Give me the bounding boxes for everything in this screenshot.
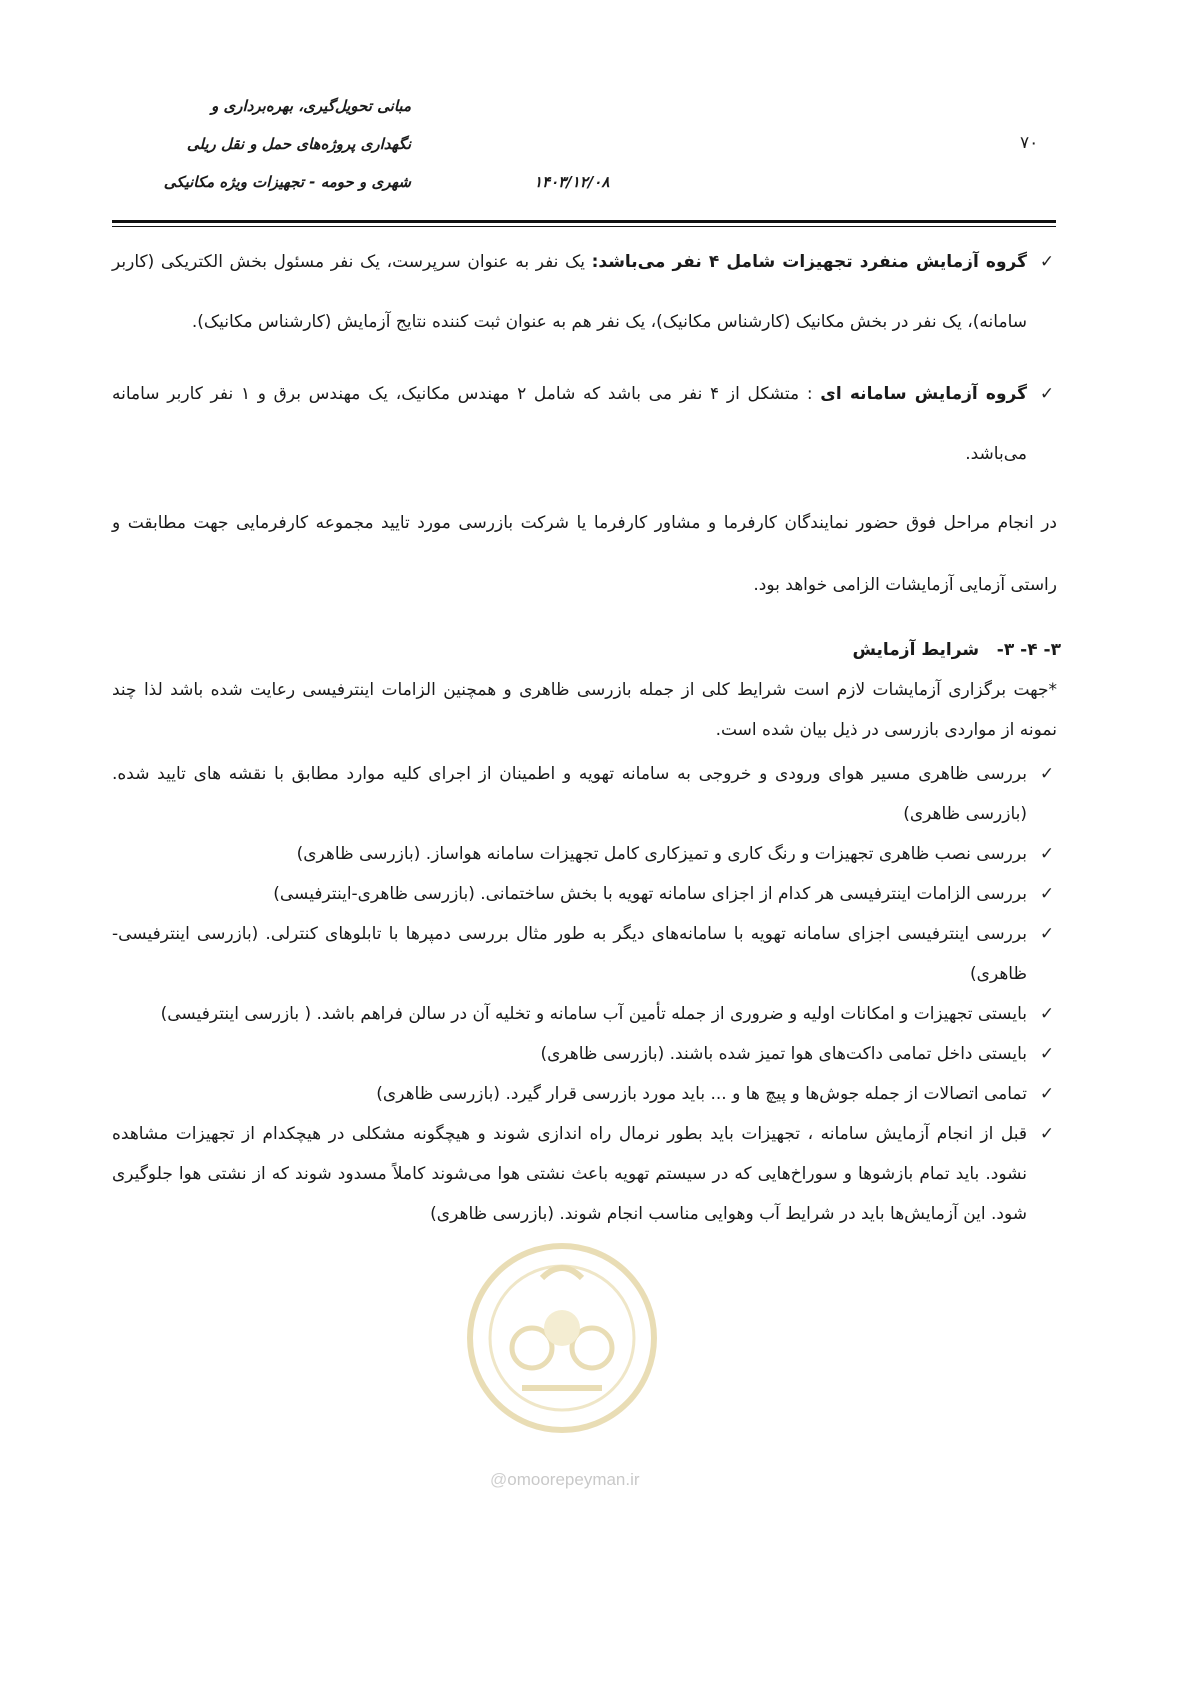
section-title: شرایط آزمایش xyxy=(852,640,980,660)
page-header xyxy=(0,0,1191,220)
header-rule-thick xyxy=(112,220,1056,223)
supervision-paragraph: در انجام مراحل فوق حضور نمایندگان کارفرما و مشاور کارفرما یا شرکت بازرسی مورد تایید مجموعه کارفرمایی جهت مطابقت و راستی آزمایی آزمایشات الزامی خواهد بود. xyxy=(112,513,1057,595)
group-item-bold: گروه آزمایش سامانه ای xyxy=(820,384,1027,404)
header-rule-thin xyxy=(112,226,1056,227)
list-item: ✓ بایستی داخل تمامی داکت‌های هوا تمیز شده باشند. (بازرسی ظاهری) xyxy=(112,1034,1057,1074)
section-intro: *جهت برگزاری آزمایشات لازم است شرایط کلی از جمله بازرسی ظاهری و همچنین الزامات اینترفیسی رعایت شده باشد لذا چند نمونه از مواردی بازرسی در ذیل بیان شده است. xyxy=(112,680,1057,740)
check-icon: ✓ xyxy=(1039,844,1055,864)
check-icon: ✓ xyxy=(1039,1124,1055,1144)
list-item: ✓ تمامی اتصالات از جمله جوش‌ها و پیچ ها و ... باید مورد بازرسی قرار گیرد. (بازرسی ظاهری) xyxy=(112,1074,1057,1114)
group-item-bold: گروه آزمایش منفرد تجهیزات شامل ۴ نفر می‌باشد: xyxy=(591,252,1027,272)
group-item-text: : متشکل از ۴ نفر می باشد که شامل ۲ مهندس مکانیک، یک مهندس برق و ۱ نفر کاربر سامانه می‌باشد. xyxy=(112,384,1027,464)
list-item: ✓ قبل از انجام آزمایش سامانه ، تجهیزات باید بطور نرمال راه اندازی شوند و هیچگونه مشکلی در هیچکدام از تجهیزات مشاهده نشود. باید تمام بازشوها و سوراخ‌هایی که در سیستم تهویه باعث نشتی هوا می‌شوند کاملاً مسدود شوند که از نشتی هوا جلوگیری شود. این آزمایش‌ها باید در شرایط آب وهوایی مناسب انجام شوند. (بازرسی ظاهری) xyxy=(112,1114,1057,1234)
check-icon: ✓ xyxy=(1039,252,1055,272)
list-item: ✓ بررسی الزامات اینترفیسی هر کدام از اجزای سامانه تهویه با بخش ساختمانی. (بازرسی ظاهری-اینترفیسی) xyxy=(112,874,1057,914)
group-item-individual xyxy=(112,232,1057,352)
header-date: ۱۴۰۳/۱۲/۰۸ xyxy=(534,173,610,191)
list-item: ✓ بررسی نصب ظاهری تجهیزات و رنگ کاری و تمیزکاری کامل تجهیزات سامانه هواساز. (بازرسی ظاهری) xyxy=(112,834,1057,874)
list-item: ✓ بررسی اینترفیسی اجزای سامانه تهویه با سامانه‌های دیگر به طور مثال بررسی دمپرها با تابلوهای کنترلی. (بازرسی اینترفیسی-ظاهری) xyxy=(112,914,1057,994)
document-body xyxy=(112,232,1061,1234)
watermark-text: @omoorepeyman.ir xyxy=(490,1470,640,1489)
check-icon: ✓ xyxy=(1039,764,1055,784)
watermark-seal-icon xyxy=(462,1238,662,1438)
group-item-system xyxy=(112,364,1057,484)
check-icon: ✓ xyxy=(1039,884,1055,904)
list-item: ✓ بایستی تجهیزات و امکانات اولیه و ضروری از جمله تأمین آب سامانه و تخلیه آن در سالن فراهم باشد. ( بازرسی اینترفیسی) xyxy=(112,994,1057,1034)
list-item: ✓ بررسی ظاهری مسیر هوای ورودی و خروجی به سامانه تهویه و اطمینان از اجرای کلیه موارد مطابق با نقشه های تایید شده. (بازرسی ظاهری) xyxy=(112,754,1057,834)
check-icon: ✓ xyxy=(1039,384,1055,404)
section-number: ۳- ۴- ۳- xyxy=(996,640,1061,660)
group-item-text: یک نفر به عنوان سرپرست، یک نفر مسئول بخش الکتریکی (کاربر سامانه)، یک نفر در بخش مکانیک (کارشناس مکانیک)، یک نفر هم به عنوان ثبت کننده نتایج آزمایش (کارشناس مکانیک). xyxy=(112,252,1027,332)
check-icon: ✓ xyxy=(1039,924,1055,944)
check-icon: ✓ xyxy=(1039,1004,1055,1024)
section-heading xyxy=(116,630,1061,670)
check-icon: ✓ xyxy=(1039,1044,1055,1064)
page-number: ۷۰ xyxy=(1020,133,1039,153)
check-icon: ✓ xyxy=(1039,1084,1055,1104)
header-title-line3: شهری و حومه - تجهیزات ویژه مکانیکی xyxy=(163,173,411,191)
header-title-line2: نگهداری پروژه‌های حمل و نقل ریلی xyxy=(186,135,411,153)
header-title-line1: مبانی تحویل‌گیری، بهره‌برداری و xyxy=(211,97,411,115)
inspection-list xyxy=(112,754,1057,1234)
